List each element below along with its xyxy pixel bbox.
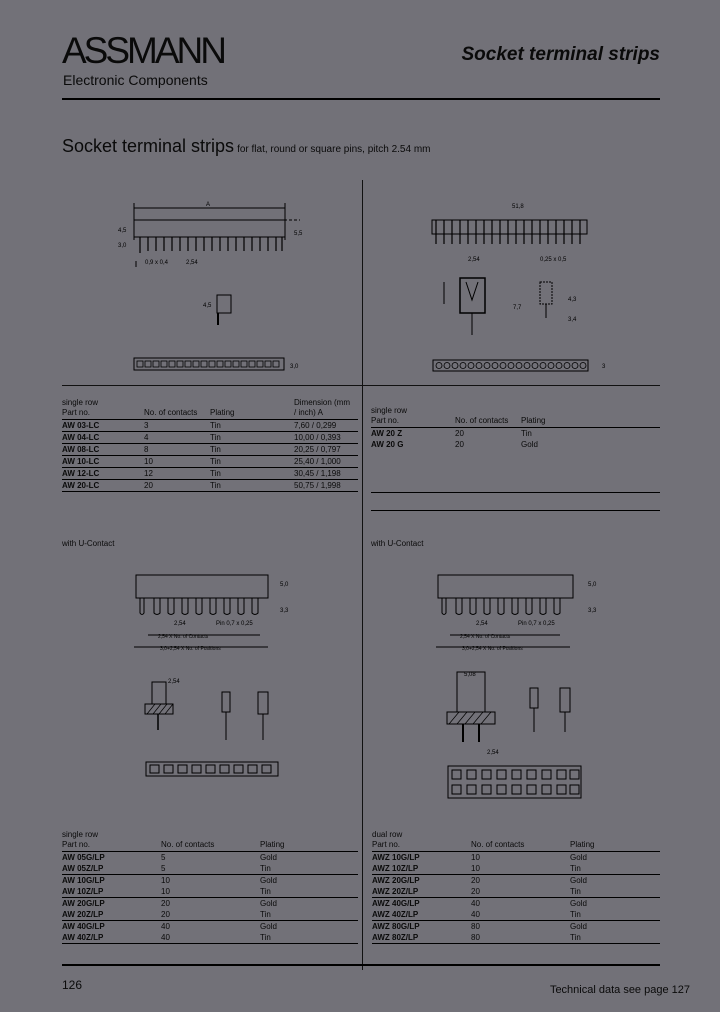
table-row: AW 12-LC 12 Tin 30,45 / 1,198 [62, 468, 358, 480]
svg-text:Pin 0,7 x 0,25: Pin 0,7 x 0,25 [216, 621, 253, 627]
svg-text:5,08: 5,08 [464, 672, 476, 678]
page-number: 126 [62, 978, 83, 992]
group-label: single row [62, 830, 99, 839]
table-row: AWZ 40G/LP 40 Gold [372, 899, 587, 908]
u-contact-label-right: with U-Contact [371, 539, 424, 548]
svg-text:4,5: 4,5 [118, 228, 127, 234]
brand-subtitle: Electronic Components [63, 72, 208, 88]
col-contacts: No. of contacts [144, 398, 210, 420]
col-part: Part no. [372, 840, 401, 849]
col-contacts: No. of contacts [471, 830, 570, 852]
drawing-top-right [430, 200, 620, 380]
svg-text:4,5: 4,5 [203, 303, 212, 309]
section-subtitle: for flat, round or square pins, pitch 2.54 mm [237, 144, 431, 155]
header-divider [62, 98, 660, 100]
table-row: AW 40Z/LP 40 Tin [62, 932, 358, 944]
table-single-row-lc [62, 398, 358, 492]
svg-text:2,54: 2,54 [186, 260, 198, 266]
col-contacts: No. of contacts [455, 406, 521, 428]
table-row: AWZ 20G/LP 20 Gold [372, 876, 587, 885]
svg-text:3,0: 3,0 [290, 364, 299, 370]
svg-text:3,0: 3,0 [118, 243, 127, 249]
svg-text:2,54: 2,54 [168, 679, 180, 685]
svg-text:2,54 X No. of Contacts: 2,54 X No. of Contacts [460, 634, 511, 640]
col-contacts: No. of contacts [161, 830, 260, 852]
drawing-bottom-right [430, 570, 610, 810]
col-plating: Plating [570, 830, 660, 852]
table-row: AWZ 10G/LP 10 Gold [372, 853, 587, 862]
table-header [371, 406, 660, 428]
svg-text:Pin 0,7 x 0,25: Pin 0,7 x 0,25 [518, 621, 555, 627]
col-plating: Plating [260, 830, 358, 852]
technical-data-reference: Technical data see page 127 [549, 984, 690, 996]
svg-text:2,54: 2,54 [487, 750, 499, 756]
svg-text:51,8: 51,8 [512, 204, 524, 210]
column-divider [362, 180, 363, 970]
svg-text:5,5: 5,5 [294, 231, 303, 237]
table-row: AW 04-LC 4 Tin 10,00 / 0,393 [62, 432, 358, 444]
table-dual-row-lp [372, 830, 660, 944]
svg-text:3,0+2,54 X No. of Positions: 3,0+2,54 X No. of Positions [160, 646, 221, 652]
svg-text:4,3: 4,3 [568, 297, 577, 303]
page-title: Socket terminal strips [461, 44, 660, 65]
table-row: AWZ 40Z/LP 40 Tin [372, 909, 660, 921]
footer-divider [62, 964, 660, 966]
brand-logo: ASSMANN [62, 30, 224, 71]
table-row: AW 03-LC 3 Tin 7,60 / 0,299 [62, 420, 358, 432]
table-row: AW 05Z/LP 5 Tin [62, 863, 358, 875]
col-plating: Plating [521, 406, 660, 428]
svg-text:3,0+2,54 X No. of Positions: 3,0+2,54 X No. of Positions [462, 646, 523, 652]
svg-text:2,54: 2,54 [468, 257, 480, 263]
section-title-text: Socket terminal strips [62, 136, 235, 156]
svg-text:3,3: 3,3 [588, 608, 597, 614]
group-label: dual row [372, 830, 403, 839]
table-row: AW 08-LC 8 Tin 20,25 / 0,797 [62, 444, 358, 456]
table-rule [371, 510, 660, 511]
table-row: AW 05G/LP 5 Gold [62, 853, 277, 862]
table-row: AW 10-LC 10 Tin 25,40 / 1,000 [62, 456, 358, 468]
col-plating: Plating [210, 398, 294, 420]
section-title [62, 136, 431, 160]
table-row: AWZ 80Z/LP 80 Tin [372, 932, 660, 944]
svg-text:2,54 X No. of Contacts: 2,54 X No. of Contacts [158, 634, 209, 640]
u-contact-label-left: with U-Contact [62, 539, 115, 548]
svg-text:5,0: 5,0 [588, 582, 597, 588]
table-row: AW 20Z/LP 20 Tin [62, 909, 358, 921]
table-row: AW 10Z/LP 10 Tin [62, 886, 358, 898]
svg-text:A: A [206, 202, 211, 208]
svg-text:0,25 x 0,5: 0,25 x 0,5 [540, 257, 567, 263]
svg-text:3,4: 3,4 [568, 317, 577, 323]
table-row: AW 20 G 20 Gold [371, 440, 538, 449]
table-row: AW 20G/LP 20 Gold [62, 899, 277, 908]
table-single-row-zg [371, 406, 660, 450]
svg-text:2,54: 2,54 [476, 621, 488, 627]
drawing-bottom-left [130, 570, 300, 790]
table-row: AW 20-LC 20 Tin 50,75 / 1,998 [62, 480, 358, 492]
table-row: AW 40G/LP 40 Gold [62, 922, 277, 931]
group-label: single row [371, 406, 408, 415]
svg-text:3,3: 3,3 [280, 608, 289, 614]
group-label: single row [62, 398, 99, 407]
svg-text:3: 3 [602, 364, 606, 370]
svg-text:2,54: 2,54 [174, 621, 186, 627]
table-row: AW 10G/LP 10 Gold [62, 876, 277, 885]
row-divider [62, 385, 660, 386]
col-dimension: Dimension (mm / inch) A [294, 398, 358, 420]
table-row: AWZ 10Z/LP 10 Tin [372, 863, 660, 875]
table-row: AWZ 80G/LP 80 Gold [372, 922, 587, 931]
table-row: AW 20 Z 20 Tin [371, 429, 532, 438]
table-header [372, 830, 660, 852]
svg-text:7,7: 7,7 [513, 305, 522, 311]
svg-text:0,9 x 0,4: 0,9 x 0,4 [145, 260, 169, 266]
table-rule [371, 492, 660, 493]
col-part: Part no. [371, 416, 400, 425]
drawing-top-left [110, 195, 310, 375]
table-header [62, 830, 358, 852]
col-part: Part no. [62, 408, 91, 417]
col-part: Part no. [62, 840, 91, 849]
table-row: AWZ 20Z/LP 20 Tin [372, 886, 660, 898]
table-header [62, 398, 358, 420]
svg-text:5,0: 5,0 [280, 582, 289, 588]
table-single-row-lp [62, 830, 358, 944]
